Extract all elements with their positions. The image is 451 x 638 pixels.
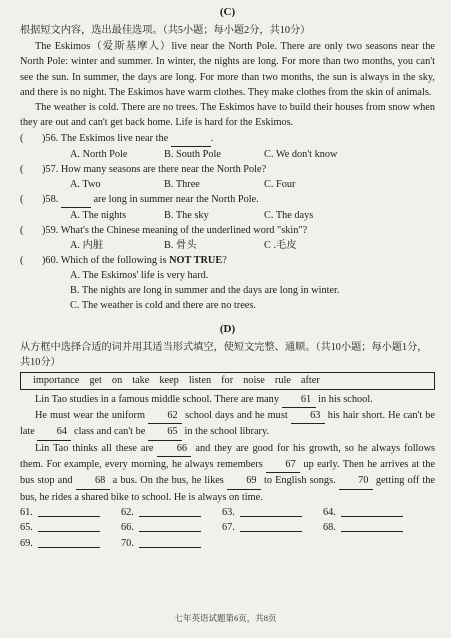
option-a: A. 内脏 [70,239,104,251]
answer-row [20,536,435,552]
answer-number: 70. [121,537,134,549]
section-c-paragraph-1: The Eskimos（爱斯基摩人）live near the North Pole. There are only two seasons near the North Pole: winter and summer. In winter, the nights are long. For more than two months, you can't see the sun. In summer, the days are long. For more than two months, the sun is always in the sky, and there is no night. The Eskimos have warm clothes. They make clothes from the skin of animals. [20,41,435,98]
page-footer: 七年英语试题第6页，共8页 [174,613,277,623]
answer-row [20,520,435,536]
answer-cell [121,505,222,521]
question-stem: )58. [42,193,61,205]
question-stem-bold: NOT TRUE [169,254,223,266]
section-d-paragraph [20,392,435,408]
answer-paren[interactable]: ( [20,224,24,236]
answer-number: 63. [222,506,235,518]
passage-blank[interactable]: 63 [291,408,325,424]
option-row [20,147,435,162]
answer-line[interactable] [341,520,403,532]
question-stem: )60. Which of the following is [42,254,170,266]
answer-cell [121,520,222,536]
section-d-paragraph [20,408,435,441]
passage-text: He must wear the uniform [35,410,149,422]
option-60-b: B. The nights are long in summer and the days are long in winter. [70,284,340,296]
passage-blank[interactable]: 64 [37,424,71,440]
question-60 [20,253,435,268]
answer-cell [222,505,323,521]
answer-number: 67. [222,522,235,534]
passage-blank[interactable]: 62 [148,408,182,424]
section-c-title: (C) [219,6,236,18]
passage-text: and they are good for his growth, so he always follows them. For example, every morning, he always remembers [20,442,436,470]
passage-text: in his school. [315,393,373,405]
option-60-a: A. The Eskimos' life is very hard. [70,269,209,281]
question-row [20,131,435,147]
option-a: A. North Pole [70,148,128,160]
answer-cell [20,520,121,536]
answer-line[interactable] [341,505,403,517]
passage-text: to English songs. [260,475,339,487]
answer-cell [121,536,222,552]
passage-blank[interactable]: 61 [282,392,316,408]
word-box-item: for [221,374,234,386]
answer-cell [222,520,323,536]
passage-text: Lin Tao studies in a famous middle school. There are many [35,393,282,405]
question-row [20,162,435,177]
answer-paren[interactable]: ( [20,193,24,205]
question-row [20,223,435,238]
passage-blank[interactable]: 69 [227,473,261,489]
answer-line[interactable] [139,520,201,532]
word-box-item: on [111,374,123,386]
option-row [20,208,435,223]
option-b: B. The sky [164,209,209,221]
answer-line[interactable] [139,536,201,548]
answer-cell [20,505,121,521]
section-d-title: (D) [219,322,236,335]
answer-line[interactable] [139,505,201,517]
answer-cell [323,505,424,521]
passage-text: school days and he must [182,410,291,422]
passage-blank[interactable]: 65 [148,424,182,440]
answer-line[interactable] [38,520,100,532]
answer-paren[interactable]: ( [20,132,24,144]
passage-blank[interactable]: 67 [266,457,300,473]
answer-paren[interactable]: ( [20,254,24,266]
passage-text: up early. Then he arrives at the bus stop and [20,458,435,487]
word-box-item: take [132,374,150,386]
word-box-item: noise [243,374,265,386]
section-d-paragraph [20,441,435,505]
option-c: C. Four [264,178,296,190]
passage-blank[interactable]: 70 [339,473,373,489]
option-b: B. South Pole [164,148,221,160]
answer-cell [323,520,424,536]
section-d-instruction: 从方框中选择合适的词并用其适当形式填空，使短文完整、通顺。（共10小题；每小题1分，共10分） [20,341,428,368]
word-box [20,372,435,390]
answer-row [20,505,435,521]
answer-sheet [20,505,435,552]
answer-number: 69. [20,537,33,549]
question-stem-end: ? [222,254,227,266]
answer-line[interactable] [38,536,100,548]
passage-text: his hair short. He can't be late [20,410,435,438]
word-box-item: get [89,374,102,386]
option-c: C .毛皮 [264,239,297,251]
option-a: A. Two [70,178,101,190]
option-a: A. The nights [70,209,127,221]
section-c-paragraph-2: The weather is cold. There are no trees. The Eskimos have to build their houses from snow when they are out and can't get back home. Life is hard for the Eskimos. [20,102,435,129]
question-stem: )57. How many seasons are there near the North Pole? [42,163,267,175]
option-row [20,177,435,192]
answer-number: 61. [20,506,33,518]
answer-line[interactable] [240,520,302,532]
question-row [20,192,435,208]
option-b: B. 骨头 [164,239,197,251]
passage-text: a bus. On the bus, he likes [109,475,227,487]
answer-number: 66. [121,522,134,534]
passage-text: class and can't be [71,426,148,438]
passage-blank[interactable]: 66 [157,441,191,457]
passage-text: Lin Tao thinks all these are [35,442,158,454]
question-stem-end: are long in summer near the North Pole. [90,193,259,205]
option-c: C. We don't know [264,148,338,160]
question-stem-end: . [210,132,214,144]
section-d-passage [20,392,435,505]
answer-paren[interactable]: ( [20,163,24,175]
section-c-instruction: 根据短文内容，选出最佳选项。（共5小题；每小题2分，共10分） [20,25,311,36]
question-blank[interactable] [171,131,211,147]
option-b: B. Three [164,178,200,190]
answer-line[interactable] [240,505,302,517]
question-stem: )56. The Eskimos live near the [42,132,171,144]
passage-blank[interactable]: 68 [76,473,110,489]
option-60-c: C. The weather is cold and there are no trees. [70,299,256,311]
answer-cell [20,536,121,552]
word-box-item: rule [274,374,291,386]
answer-number: 62. [121,506,134,518]
question-stem: )59. What's the Chinese meaning of the underlined word "skin"? [42,224,308,236]
option-row [20,238,435,253]
word-box-item: importance [33,374,80,386]
passage-text: getting off the bus, he rides a shared bike to school. He is always on time. [20,475,435,503]
answer-number: 65. [20,522,33,534]
word-box-item: keep [159,374,179,386]
answer-number: 68. [323,522,336,534]
passage-text: in the school library. [181,426,270,438]
question-blank[interactable] [61,192,91,208]
section-c-questions [20,131,435,253]
answer-number: 64. [323,506,336,518]
word-box-item: listen [188,374,212,386]
word-box-item: after [300,374,320,386]
answer-line[interactable] [38,505,100,517]
option-c: C. The days [264,209,314,221]
